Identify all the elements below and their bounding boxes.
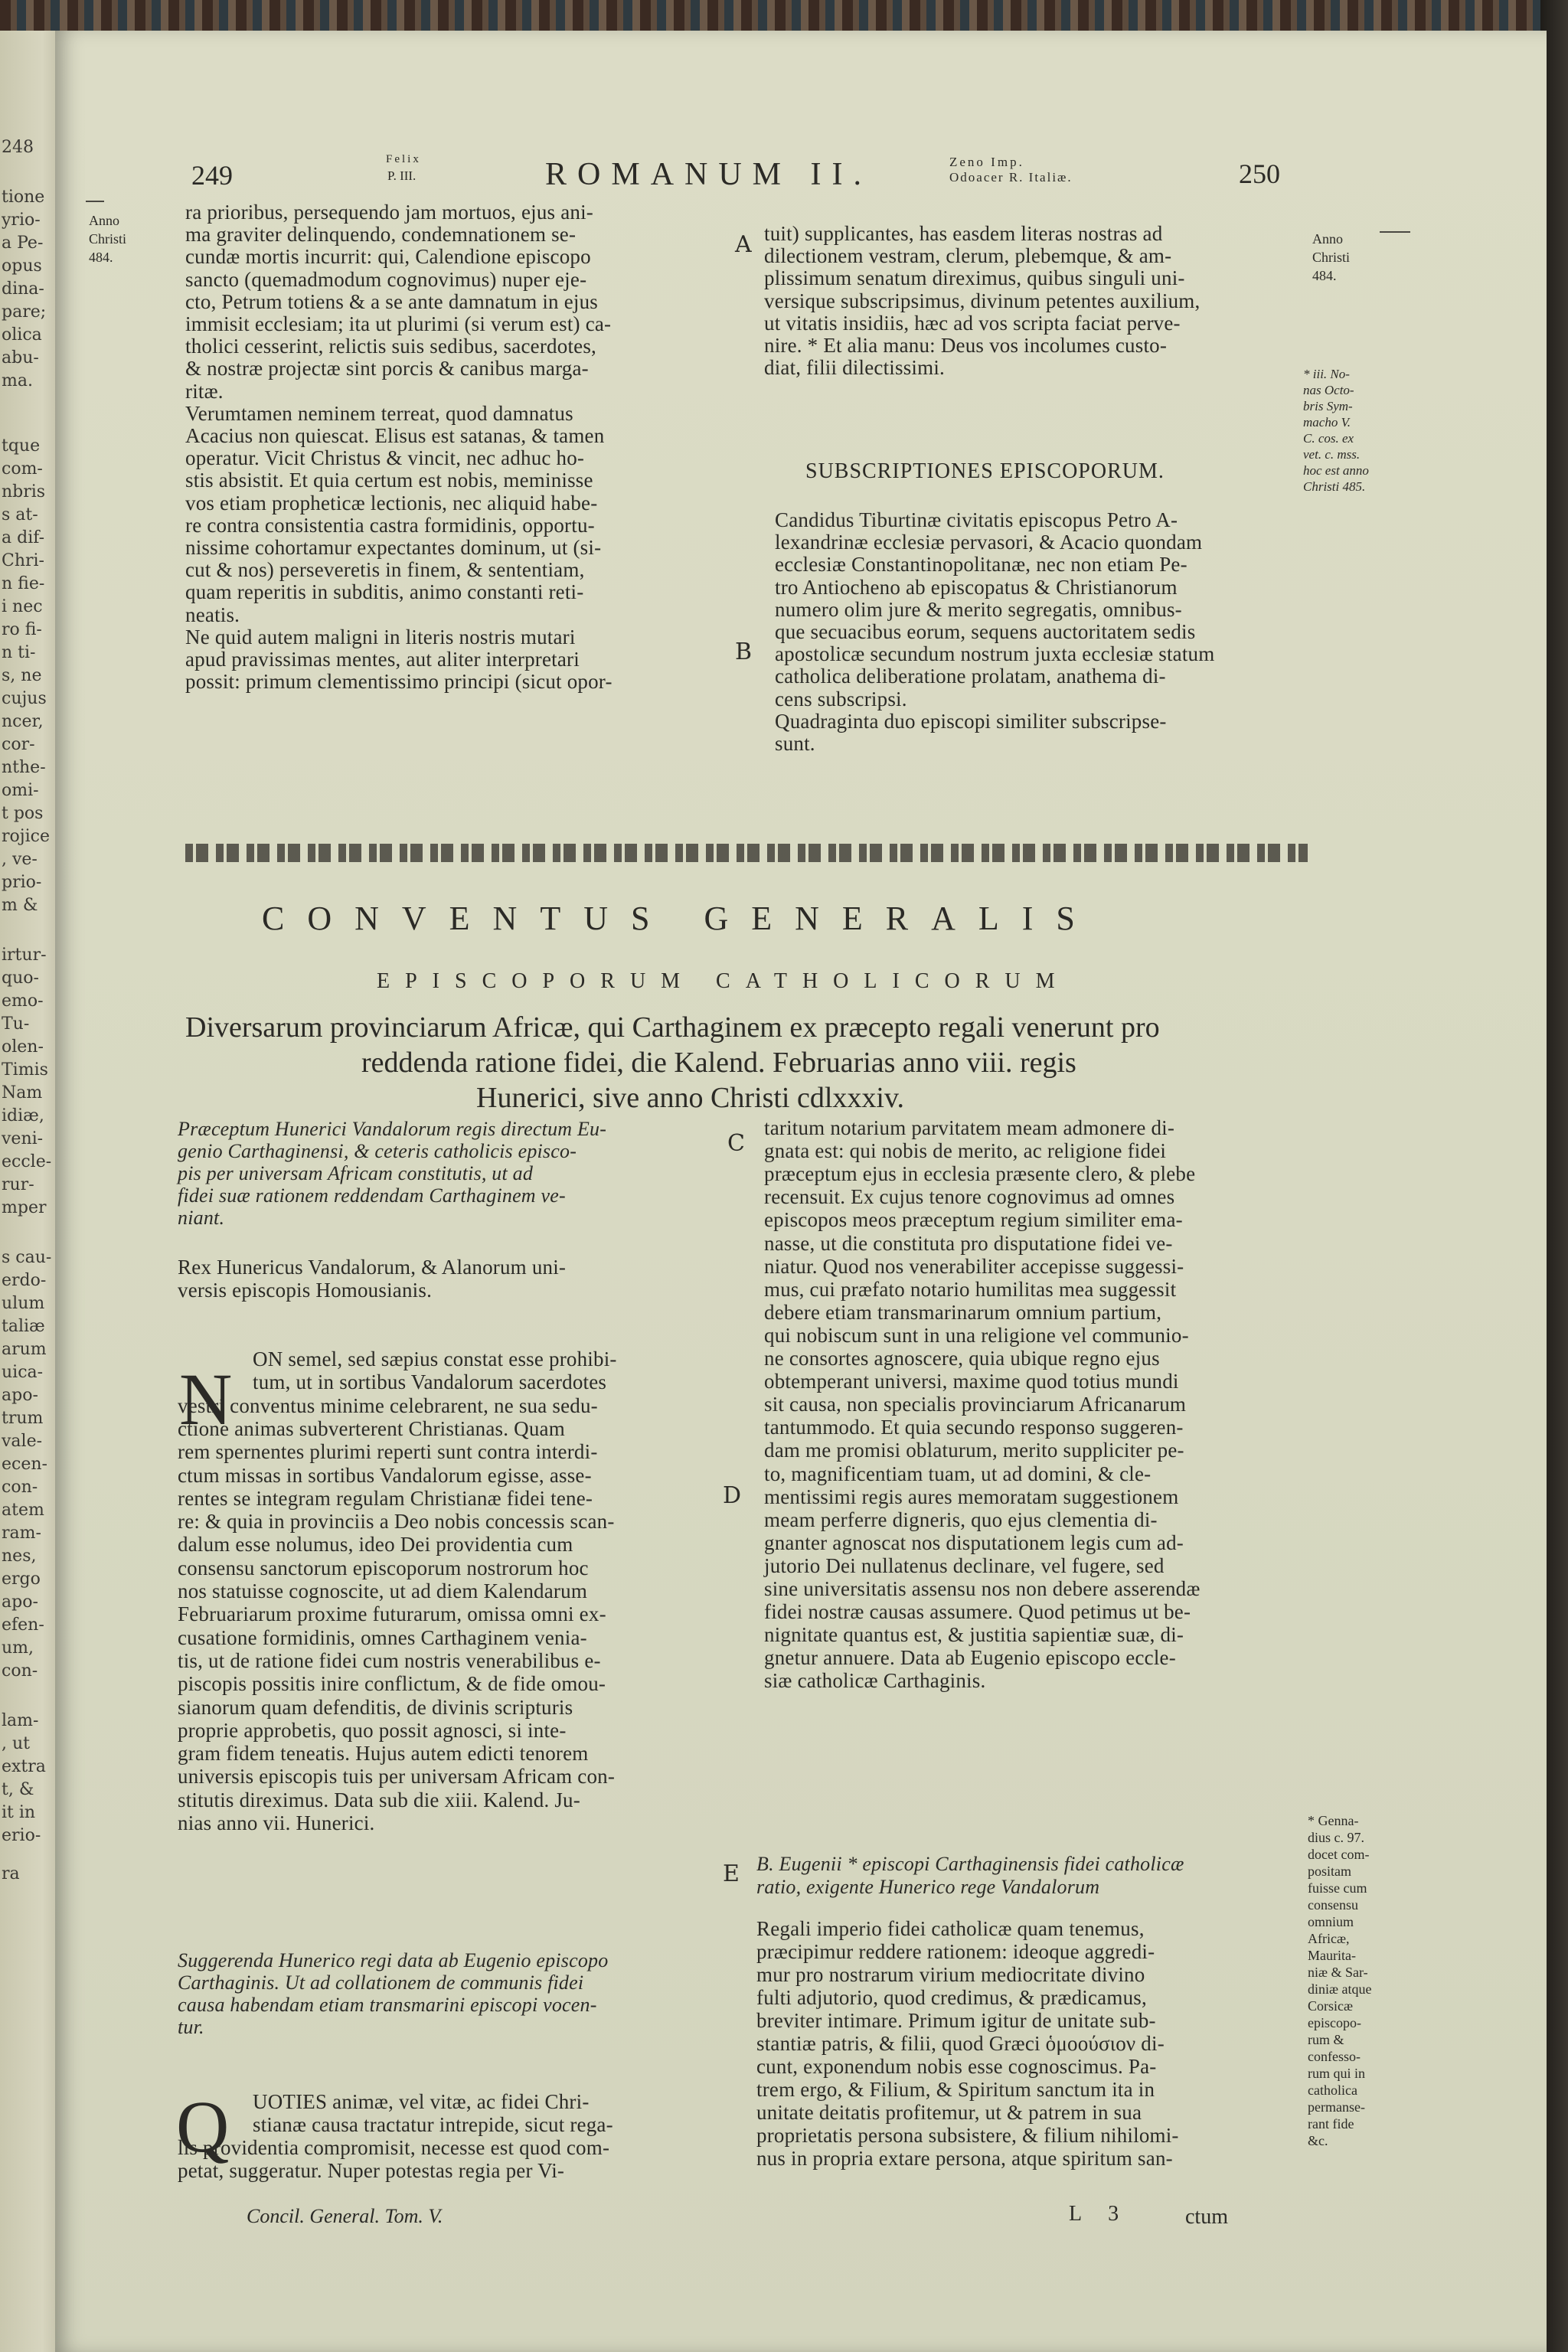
text-line: fidei suæ rationem reddendam Carthaginem ve- (178, 1184, 566, 1207)
previous-page-fragment: mper (2, 1198, 47, 1217)
text-line: niatur. Quod nos venerabiliter accepisse suggessi- (764, 1254, 1184, 1278)
margin-line: C. cos. ex (1303, 431, 1354, 446)
margin-line: catholica (1308, 2082, 1357, 2098)
text-line: unitate deitatis profitemur, ut & patrem in sua (756, 2101, 1142, 2124)
text-line: tur. (178, 2016, 204, 2038)
previous-page-fragment: Tu- (2, 1014, 30, 1034)
text-line: dalum esse nolumus, ideo Dei providentia cum (178, 1533, 573, 1557)
text-line: cundæ mortis incurrit: qui, Calendione episcopo (185, 245, 591, 269)
previous-page-fragment: s cau- (2, 1248, 52, 1267)
section-letter-d: D (723, 1482, 742, 1509)
previous-page-fragment: idiæ, (2, 1106, 44, 1125)
margin-line: dius c. 97. (1308, 1830, 1364, 1845)
text-line: neatis. (185, 603, 240, 626)
previous-page-fragment: olica (2, 325, 42, 345)
margin-line: Christi (89, 231, 127, 247)
previous-page-fragment: quo- (2, 969, 39, 988)
text-line: recensuit. Ex cujus tenore cognovimus ad omnes (764, 1185, 1175, 1209)
text-line: mus, cui præfato notario humilitas mea suggessit (764, 1277, 1177, 1301)
text-line: universis episcopis tuis per universam Africam con- (178, 1765, 616, 1788)
text-line: meam perferre digneris, quo ejus clementia di- (764, 1508, 1158, 1531)
previous-page-fragment: s at- (2, 505, 38, 524)
text-line: dam me promisi oblaturum, merito suppliciter pe- (764, 1439, 1184, 1462)
text-line: dilectionem vestram, clerum, plebemque, & am- (764, 244, 1172, 268)
margin-line: rum qui in (1308, 2066, 1365, 2081)
text-line: episcopos meos præceptum regium similiter ema- (764, 1208, 1183, 1232)
text-line: Rex Hunericus Vandalorum, & Alanorum uni- (178, 1256, 567, 1279)
title-conventus: CONVENTUS GENERALIS (262, 900, 1098, 937)
text-line: sianorum quam defenditis, de divinis scripturis (178, 1695, 573, 1719)
text-line: vos etiam propheticæ lectionis, nec aliquid habe- (185, 491, 598, 514)
previous-page-fragment: yrio- (2, 211, 41, 230)
text-line: nissime cohortamur expectantes dominum, ut (si- (185, 536, 602, 559)
previous-page-fragment: Timis (2, 1060, 48, 1080)
margin-line: confesso- (1308, 2049, 1361, 2064)
text-line: stitutis direximus. Data sub die xiii. Kalend. Ju- (178, 1788, 580, 1811)
previous-page-fragment: i nec (2, 597, 43, 616)
margin-line: niæ & Sar- (1308, 1965, 1368, 1980)
margin-line: bris Sym- (1303, 399, 1353, 413)
section-letter-a: A (735, 231, 752, 258)
margin-line: positam (1308, 1864, 1351, 1879)
margin-line: Corsicæ (1308, 1998, 1354, 2014)
section-letter-e: E (723, 1860, 740, 1887)
previous-page-fragment: ulum (2, 1294, 45, 1313)
text-line: gnanter agnoscat nos disputationem legis cum ad- (764, 1530, 1184, 1554)
text-line: diat, filii dilectissimi. (764, 356, 945, 380)
text-line: tro Antiocheno ab episcopatus & Christianorum (775, 575, 1178, 599)
margin-line: consensu (1308, 1897, 1358, 1913)
margin-line: * iii. No- (1303, 367, 1350, 381)
previous-page-fragment: irtur- (2, 946, 47, 965)
previous-page-fragment: taliæ (2, 1317, 45, 1336)
running-title: ROMANUM II. (545, 157, 872, 192)
dropcap-q: Q (176, 2086, 230, 2167)
text-line: qui nobiscum sunt in una religione vel communio- (764, 1323, 1189, 1347)
previous-page-fragment: erio- (2, 1826, 41, 1845)
previous-page-fragment: efen- (2, 1615, 44, 1635)
previous-page-fragment: uica- (2, 1363, 44, 1382)
footer-concil: Concil. General. Tom. V. (247, 2205, 443, 2227)
margin-line: hoc est anno (1303, 463, 1369, 478)
previous-page-fragment: atem (2, 1501, 44, 1520)
margin-line: * Genna- (1308, 1813, 1359, 1828)
text-line: ritæ. (185, 379, 224, 403)
previous-page-fragment: t pos (2, 804, 44, 823)
previous-page-fragment: abu- (2, 348, 39, 368)
previous-page-fragment: apo- (2, 1592, 38, 1612)
previous-page-fragment: nbris (2, 482, 46, 501)
text-line: plissimum senatum direximus, quibus singuli uni- (764, 266, 1185, 290)
margin-line: Africæ, (1308, 1931, 1350, 1946)
text-line: debere etiam transmarinarum omnium partium, (764, 1300, 1162, 1324)
text-line: gnetur annuere. Data ab Eugenio episcopo eccle- (764, 1646, 1176, 1670)
previous-page-fragment: dina- (2, 279, 44, 299)
text-line: quam reperitis in subditis, animo constanti reti- (185, 580, 584, 604)
text-line: genio Carthaginensi, & ceteris catholicis episco- (178, 1140, 577, 1162)
text-line: cens subscripsi. (775, 687, 907, 710)
text-line: Quadraginta duo episcopi similiter subscripse- (775, 709, 1167, 733)
margin-line: rant fide (1308, 2116, 1354, 2132)
margin-line: rum & (1308, 2032, 1344, 2047)
ornamental-band (185, 844, 1308, 862)
previous-page-fragment: a Pe- (2, 234, 44, 253)
text-line: jutorio Dei nullatenus declinare, vel fugere, sed (764, 1553, 1165, 1577)
previous-page-fragment: ncer, (2, 712, 44, 731)
text-line: operatur. Vicit Christus & vincit, nec adhuc ho- (185, 446, 585, 470)
book-page (55, 31, 1547, 2352)
text-line: apostolicæ secundum nostrum juxta ecclesiæ statum (775, 642, 1215, 666)
previous-page-fragment: olen- (2, 1037, 44, 1057)
previous-page-fragment: , ut (2, 1734, 30, 1753)
text-line: præceptum ejus in ecclesia præsente clero, & plebe (764, 1162, 1196, 1186)
previous-page-fragment: cor- (2, 735, 35, 754)
margin-line: nas Octo- (1303, 383, 1354, 397)
previous-page-fragment: ram- (2, 1524, 41, 1543)
previous-page-fragment: opus (2, 256, 42, 276)
previous-page-fragment: nes, (2, 1547, 37, 1566)
text-line: rentes se integram regulam Christianæ fidei tene- (178, 1486, 593, 1510)
text-line: sancto (quemadmodum cognovimus) nuper eje- (185, 267, 587, 291)
previous-page-fragment: pare; (2, 302, 47, 322)
dropcap-n: N (179, 1358, 233, 1440)
text-line: proprie approbetis, quo possit agnosci, si inte- (178, 1718, 567, 1742)
text-line: sunt. (775, 732, 815, 755)
text-line: ON semel, sed sæpius constat esse prohibi- (253, 1348, 617, 1370)
text-line: nignitate quantus est, & justitia sapientiæ suæ, di- (764, 1623, 1184, 1647)
running-head-odoacer: Odoacer R. Italiæ. (949, 170, 1073, 185)
previous-page-fragment: emo- (2, 991, 44, 1011)
margin-line: Anno (1312, 231, 1343, 247)
previous-page-fragment: Chri- (2, 551, 44, 570)
previous-page-fragment: eccle- (2, 1152, 52, 1171)
text-line: Candidus Tiburtinæ civitatis episcopus Petro A- (775, 508, 1178, 531)
text-line: tantummodo. Et quia secundo responso suggeren- (764, 1416, 1184, 1439)
text-line: mentissimi regis aures memoratam suggestionem (764, 1485, 1179, 1508)
text-line: fidei nostræ causas assumere. Quod petimus ut be- (764, 1600, 1191, 1624)
previous-page-fragment: ro fi- (2, 620, 42, 639)
previous-page-fragment: con- (2, 1478, 38, 1497)
title-subtitle-2: reddenda ratione fidei, die Kalend. Februarias anno viii. regis (361, 1047, 1076, 1079)
text-line: nire. * Et alia manu: Deus vos incolumes custo- (764, 334, 1168, 357)
previous-page-fragment: um, (2, 1638, 34, 1658)
previous-page-fragment: 248 (2, 138, 34, 157)
text-line: Acacius non quiescat. Elisus est satanas, & tamen (185, 424, 605, 447)
margin-line: Christi 485. (1303, 479, 1366, 494)
text-line: tholici cesserint, relictis suis sedibus, sacerdotes, (185, 335, 596, 358)
text-line: rem spernentes plurimi reperti sunt contra interdi- (178, 1440, 598, 1464)
text-line: gram fidem teneatis. Hujus autem edicti tenorem (178, 1742, 589, 1766)
previous-page-fragment: tione (2, 188, 45, 207)
text-line: versis episcopis Homousianis. (178, 1279, 433, 1302)
text-line: re: & quia in provinciis a Deo nobis concessis scan- (178, 1510, 615, 1534)
text-line: nasse, ut die constituta pro disputatione fidei ve- (764, 1231, 1173, 1255)
text-line: lis providentia compromisit, necesse est quod com- (178, 2136, 610, 2159)
margin-line: fuisse cum (1308, 1880, 1367, 1896)
previous-page-fragment: com- (2, 459, 43, 479)
text-line: consensu sanctorum episcoporum nostrorum hoc (178, 1556, 589, 1579)
text-line: cto, Petrum totiens & a se ante damnatum in ejus (185, 289, 598, 313)
text-line: Carthaginis. Ut ad collationem de communis fidei (178, 1971, 584, 1994)
text-line: catholica deliberatione prolatam, anathema di- (775, 665, 1166, 688)
text-line: lexandrinæ ecclesiæ pervasori, & Acacio quondam (775, 531, 1203, 554)
margin-line: permanse- (1308, 2099, 1365, 2115)
text-line: sine universitatis assensu nos non debere asserendæ (764, 1577, 1200, 1600)
text-line: que secuacibus eorum, sequens auctoritatem sedis (775, 620, 1196, 643)
margin-line: macho V. (1303, 415, 1351, 430)
margin-line: vet. c. mss. (1303, 447, 1361, 462)
text-line: re contra consistentia castra formidinis, opportu- (185, 513, 595, 537)
text-line: ut vitatis insidiis, hæc ad vos scripta faciat perve- (764, 311, 1181, 335)
text-line: nias anno vii. Hunerici. (178, 1811, 375, 1834)
previous-page-fragment: s, ne (2, 666, 42, 685)
margin-line: diniæ atque (1308, 1981, 1372, 1997)
previous-page-fragment: cujus (2, 689, 47, 708)
text-line: ecclesiæ Constantinopolitanæ, nec non etiam Pe- (775, 553, 1187, 577)
signature-mark: L 3 (1069, 2202, 1130, 2226)
section-letter-b: B (735, 639, 753, 665)
previous-page-fragment: omi- (2, 781, 39, 800)
text-line: tum, ut in sortibus Vandalorum sacerdotes (253, 1370, 607, 1394)
previous-page-fragment: t, & (2, 1780, 34, 1799)
text-line: ma graviter delinquendo, condemnationem se- (185, 223, 577, 247)
text-line: nos statuisse cognoscite, ut ad diem Kalendarum (178, 1579, 588, 1602)
text-line: breviter intimare. Primum igitur de unitate sub- (756, 2009, 1156, 2032)
previous-page-fragment: n ti- (2, 643, 36, 662)
previous-page-fragment: ecen- (2, 1455, 47, 1474)
text-line: causa habendam etiam transmarini episcopi vocen- (178, 1994, 597, 2016)
previous-page-fragment: prio- (2, 873, 42, 892)
header-rule-right (1380, 231, 1410, 233)
text-line: taritum notarium parvitatem meam admonere di- (764, 1116, 1175, 1139)
previous-page-fragment: n fie- (2, 574, 45, 593)
margin-line: &c. (1308, 2133, 1328, 2148)
text-line: gnata est: qui nobis de merito, ac religione fidei (764, 1139, 1167, 1163)
catchword: ctum (1185, 2205, 1228, 2229)
text-line: sit causa, non specialis provinciarum Africanarum (764, 1393, 1187, 1416)
page-number-left: 249 (191, 160, 233, 191)
previous-page-fragment: ergo (2, 1570, 41, 1589)
text-line: Regali imperio fidei catholicæ quam tenemus, (756, 1917, 1145, 1940)
text-line: cusatione formidinis, omnes Carthaginem venia- (178, 1625, 587, 1649)
header-rule-left (86, 201, 104, 202)
text-line: siæ catholicæ Carthaginis. (764, 1669, 986, 1693)
text-line: piscopis possitis inire conflictum, & de fide omou- (178, 1672, 606, 1696)
text-line: possit: primum clementissimo principi (sicut opor- (185, 670, 612, 694)
previous-page-fragment: , ve- (2, 850, 38, 869)
margin-line: 484. (89, 250, 113, 265)
previous-page-fragment: it in (2, 1803, 36, 1822)
text-line: stianæ causa tractatur intrepide, sicut rega- (253, 2113, 613, 2136)
text-line: Suggerenda Hunerico regi data ab Eugenio episcopo (178, 1949, 609, 1971)
text-line: cunt, exponendum nobis esse cognoscimus. Pa- (756, 2055, 1157, 2078)
margin-line: docet com- (1308, 1847, 1370, 1862)
text-line: præcipimur reddere rationem: ideoque aggredi- (756, 1940, 1155, 1963)
previous-page-fragment: ma. (2, 371, 33, 390)
title-subtitle-1: Diversarum provinciarum Africæ, qui Carthaginem ex præcepto regali venerunt pro (185, 1011, 1160, 1044)
text-line: fulti adjutorio, quod credimus, & prædicamus, (756, 1986, 1147, 2009)
previous-page-fragment: m & (2, 896, 38, 915)
text-line: cut & nos) perseveretis in finem, & sententiam, (185, 558, 585, 582)
text-line: ne consortes agnoscere, quia ubique regno ejus (764, 1347, 1160, 1370)
text-line: trem ergo, & Filium, & Spiritum sanctum ita in (756, 2078, 1155, 2101)
text-line: Ne quid autem maligni in literis nostris mutari (185, 625, 576, 648)
margin-line: Christi (1312, 250, 1351, 265)
title-episcoporum: EPISCOPORUM CATHOLICORUM (377, 969, 1070, 993)
text-line: B. Eugenii * episcopi Carthaginensis fidei catholicæ (756, 1853, 1184, 1875)
previous-page-fragment: ra (2, 1864, 20, 1883)
text-line: nus in propria extare persona, atque spiritum san- (756, 2147, 1173, 2170)
text-line: to, magnificentiam tuam, ut ad domini, & cle- (764, 1462, 1152, 1485)
previous-page-fragment: a dif- (2, 528, 45, 547)
text-line: Præceptum Hunerici Vandalorum regis directum Eu- (178, 1118, 607, 1140)
text-line: versique subscripsimus, divinum petentes auxilium, (764, 289, 1200, 312)
previous-page-fragment: apo- (2, 1386, 38, 1405)
previous-page-fragment: veni- (2, 1129, 44, 1148)
text-line: Verumtamen neminem terreat, quod damnatus (185, 401, 573, 425)
text-line: apud pravissimas mentes, aut aliter interpretari (185, 648, 580, 671)
text-line: ra prioribus, persequendo jam mortuos, ejus ani- (185, 201, 593, 224)
text-line: ctione animas subverterent Christianas. Quam (178, 1416, 565, 1440)
running-head-felix-sub: P. III. (387, 168, 416, 183)
text-line: mur pro nostrarum virium mediocritate divino (756, 1963, 1145, 1986)
text-line: ratio, exigente Hunerico rege Vandalorum (756, 1876, 1100, 1898)
text-line: Februariarum proxime futurarum, omissa omni ex- (178, 1602, 606, 1626)
margin-line: Anno (89, 213, 119, 228)
text-line: immisit ecclesiam; ita ut plurimi (si verum est) ca- (185, 312, 612, 335)
previous-page-fragment: nthe- (2, 758, 46, 777)
text-line: stantiæ patris, & filii, quod Græci ὁμοούσιον di- (756, 2032, 1165, 2055)
text-line: vestri conventus minime celebrarent, ne sua sedu- (178, 1393, 598, 1417)
text-line: numero olim jure & merito segregatis, omnibus- (775, 597, 1182, 621)
previous-page-fragment: rur- (2, 1175, 34, 1194)
text-line: niant. (178, 1207, 225, 1229)
subscriptiones-heading: SUBSCRIPTIONES EPISCOPORUM. (805, 459, 1165, 483)
margin-line: 484. (1312, 268, 1337, 283)
section-letter-c: C (727, 1130, 745, 1157)
margin-line: episcopo- (1308, 2015, 1361, 2030)
margin-line: omnium (1308, 1914, 1354, 1929)
previous-page-fragment: tque (2, 436, 41, 456)
text-line: UOTIES animæ, vel vitæ, ac fidei Chri- (253, 2090, 590, 2113)
text-line: proprietatis persona subsistere, & filium nihilomi- (756, 2124, 1179, 2147)
previous-page-fragment: lam- (2, 1711, 39, 1730)
running-head-felix: Felix (386, 153, 421, 165)
title-subtitle-3: Hunerici, sive anno Christi cdlxxxiv. (476, 1082, 904, 1114)
previous-page-fragment: Nam (2, 1083, 43, 1102)
previous-page-fragment: rojice (2, 827, 50, 846)
margin-line: Maurita- (1308, 1948, 1356, 1963)
previous-page-fragment: con- (2, 1661, 38, 1681)
text-line: tuit) supplicantes, has easdem literas nostras ad (764, 222, 1163, 245)
previous-page-fragment: extra (2, 1757, 46, 1776)
text-line: & nostræ projectæ sint porcis & canibus marga- (185, 357, 589, 381)
text-line: obtemperant universi, maxime quod totius mundi (764, 1370, 1179, 1393)
running-head-zeno: Zeno Imp. (949, 155, 1024, 169)
text-line: pis per universam Africam constitutis, ut ad (178, 1162, 534, 1184)
previous-page-fragment: trum (2, 1409, 44, 1428)
previous-page-fragment: vale- (2, 1432, 43, 1451)
text-line: ctum missas in sortibus Vandalorum egisse, asse- (178, 1463, 592, 1487)
text-line: stis absistit. Et quia certum est nobis, meminisse (185, 469, 593, 492)
text-line: petat, suggeratur. Nuper potestas regia per Vi- (178, 2159, 565, 2182)
text-line: tis, ut de ratione fidei cum nostris venerabilibus e- (178, 1648, 601, 1672)
previous-page-fragment: erdo- (2, 1271, 47, 1290)
page-number-right: 250 (1239, 158, 1280, 189)
previous-page-fragment: arum (2, 1340, 47, 1359)
